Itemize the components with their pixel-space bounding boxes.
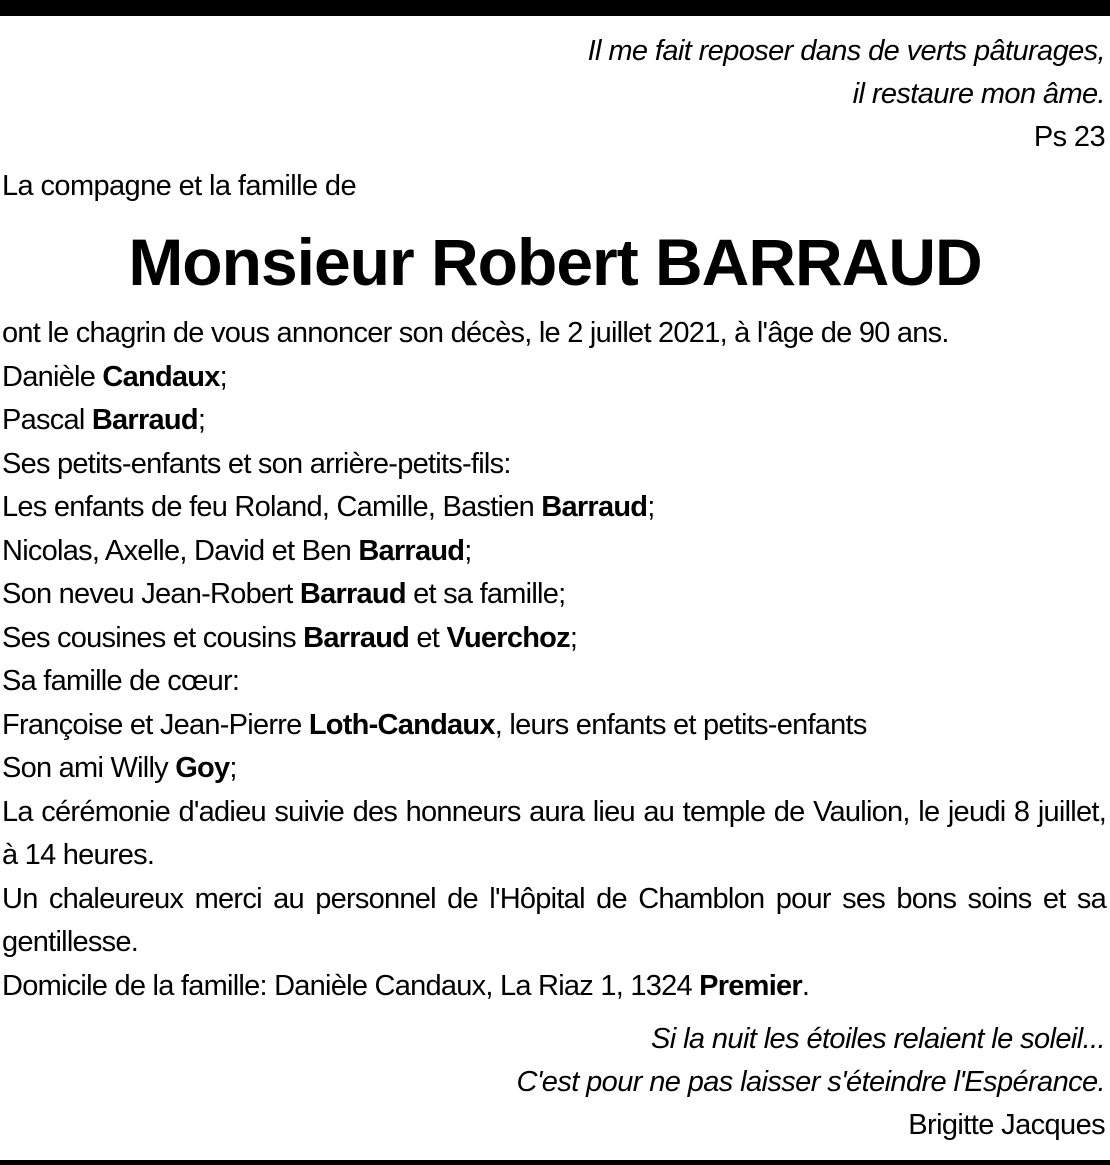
family-surname: Loth-Candaux — [308, 708, 495, 741]
heart-family-heading: Sa famille de cœur: — [2, 665, 240, 697]
family-line: Pascal Barraud; — [2, 404, 206, 436]
domicile-line: Domicile de la famille: Danièle Candaux, La Riaz 1, 1324 Premier. — [2, 969, 810, 1002]
family-surname: Barraud — [358, 534, 465, 567]
closing-line-2: C'est pour ne pas laisser s'éteindre l'Espérance. — [516, 1066, 1105, 1098]
family-surname: Barraud — [299, 578, 406, 610]
family-surname: Goy — [175, 752, 230, 784]
closing-author: Brigitte Jacques — [908, 1109, 1105, 1141]
notice-body — [2, 312, 1106, 1008]
family-surname: Barraud — [91, 404, 198, 436]
friend-line: Son ami Willy Goy; — [2, 752, 237, 784]
intro-text: La compagne et la famille de — [2, 170, 356, 202]
epigraph-reference: Ps 23 — [1033, 121, 1105, 153]
family-line: Nicolas, Axelle, David et Ben Barraud; — [2, 534, 472, 567]
family-line: Danièle Candaux; — [2, 360, 227, 393]
family-surname: Candaux — [102, 360, 220, 393]
family-line: Les enfants de feu Roland, Camille, Bastien Barraud; — [2, 491, 655, 523]
domicile-town: Premier — [699, 969, 802, 1002]
family-surname: Vuerchoz — [446, 621, 570, 654]
top-border-rule — [0, 0, 1110, 16]
deceased-name: Monsieur Robert BARRAUD — [128, 225, 982, 299]
ceremony-paragraph: La cérémonie d'adieu suivie des honneurs aura lieu au temple de Vaulion, le jeudi 8 juillet, à 14 heures. — [2, 795, 1106, 871]
epigraph-line-2: il restaure mon âme. — [852, 78, 1105, 110]
thanks-paragraph: Un chaleureux merci au personnel de l'Hôpital de Chamblon pour ses bons soins et sa gentillesse. — [2, 882, 1106, 958]
family-surname: Barraud — [303, 621, 410, 654]
family-surname: Barraud — [541, 491, 648, 523]
announcement: ont le chagrin de vous annoncer son décès, le 2 juillet 2021, à l'âge de 90 ans. — [2, 317, 949, 349]
closing-line-1: Si la nuit les étoiles relaient le soleil... — [651, 1023, 1105, 1055]
epigraph — [588, 30, 1105, 159]
heart-family-line: Françoise et Jean-Pierre Loth-Candaux, leurs enfants et petits-enfants — [2, 708, 867, 741]
family-line: Son neveu Jean-Robert Barraud et sa famille; — [2, 578, 566, 610]
closing-quote — [517, 1018, 1105, 1147]
bottom-border-rule — [0, 1160, 1110, 1165]
family-line: Ses petits-enfants et son arrière-petits-fils: — [2, 447, 511, 480]
cousins-line: Ses cousines et cousins Barraud et Vuerchoz; — [2, 621, 578, 654]
epigraph-line-1: Il me fait reposer dans de verts pâturages, — [587, 35, 1105, 67]
